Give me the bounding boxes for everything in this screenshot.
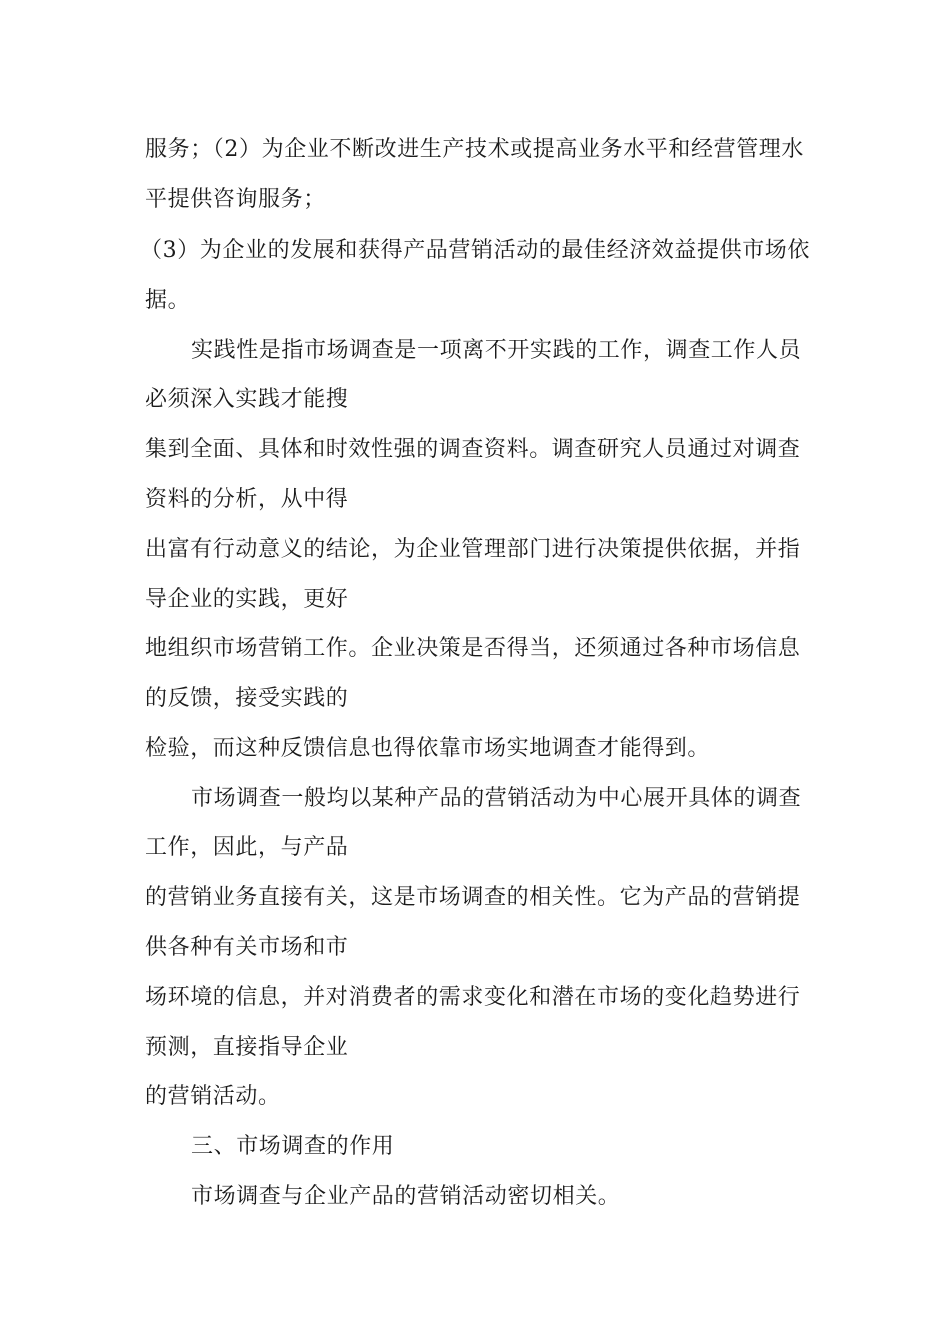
- paragraph-start: 市场调查与企业产品的营销活动密切相关。: [191, 1184, 621, 1209]
- text-line: 必须深入实践才能搜: [145, 387, 349, 412]
- text-line: 平提供咨询服务；: [145, 187, 326, 212]
- text-line: 出富有行动意义的结论，为企业管理部门进行决策提供依据，并指: [145, 537, 801, 562]
- section-heading: 三、市场调查的作用: [191, 1134, 395, 1159]
- text-line: 服务；（2）为企业不断改进生产技术或提高业务水平和经营管理水: [145, 137, 804, 162]
- text-line: （3）为企业的发展和获得产品营销活动的最佳经济效益提供市场依: [140, 238, 810, 263]
- paragraph-start: 实践性是指市场调查是一项离不开实践的工作，调查工作人员: [191, 338, 802, 363]
- text-line: 据。: [145, 288, 191, 313]
- text-line: 供各种有关市场和市: [145, 935, 349, 960]
- text-line: 检验，而这种反馈信息也得依靠市场实地调查才能得到。: [145, 736, 711, 761]
- paragraph-start: 市场调查一般均以某种产品的营销活动为中心展开具体的调查: [191, 786, 802, 811]
- text-line: 的反馈，接受实践的: [145, 686, 349, 711]
- text-line: 的营销业务直接有关，这是市场调查的相关性。它为产品的营销提: [145, 885, 801, 910]
- text-line: 导企业的实践，更好: [145, 587, 349, 612]
- text-line: 地组织市场营销工作。企业决策是否得当，还须通过各种市场信息: [145, 636, 801, 661]
- text-line: 场环境的信息，并对消费者的需求变化和潜在市场的变化趋势进行: [145, 985, 801, 1010]
- text-line: 资料的分析，从中得: [145, 487, 349, 512]
- text-line: 工作，因此，与产品: [145, 835, 349, 860]
- text-line: 集到全面、具体和时效性强的调查资料。调查研究人员通过对调查: [145, 437, 801, 462]
- text-line: 的营销活动。: [145, 1084, 281, 1109]
- text-line: 预测，直接指导企业: [145, 1035, 349, 1060]
